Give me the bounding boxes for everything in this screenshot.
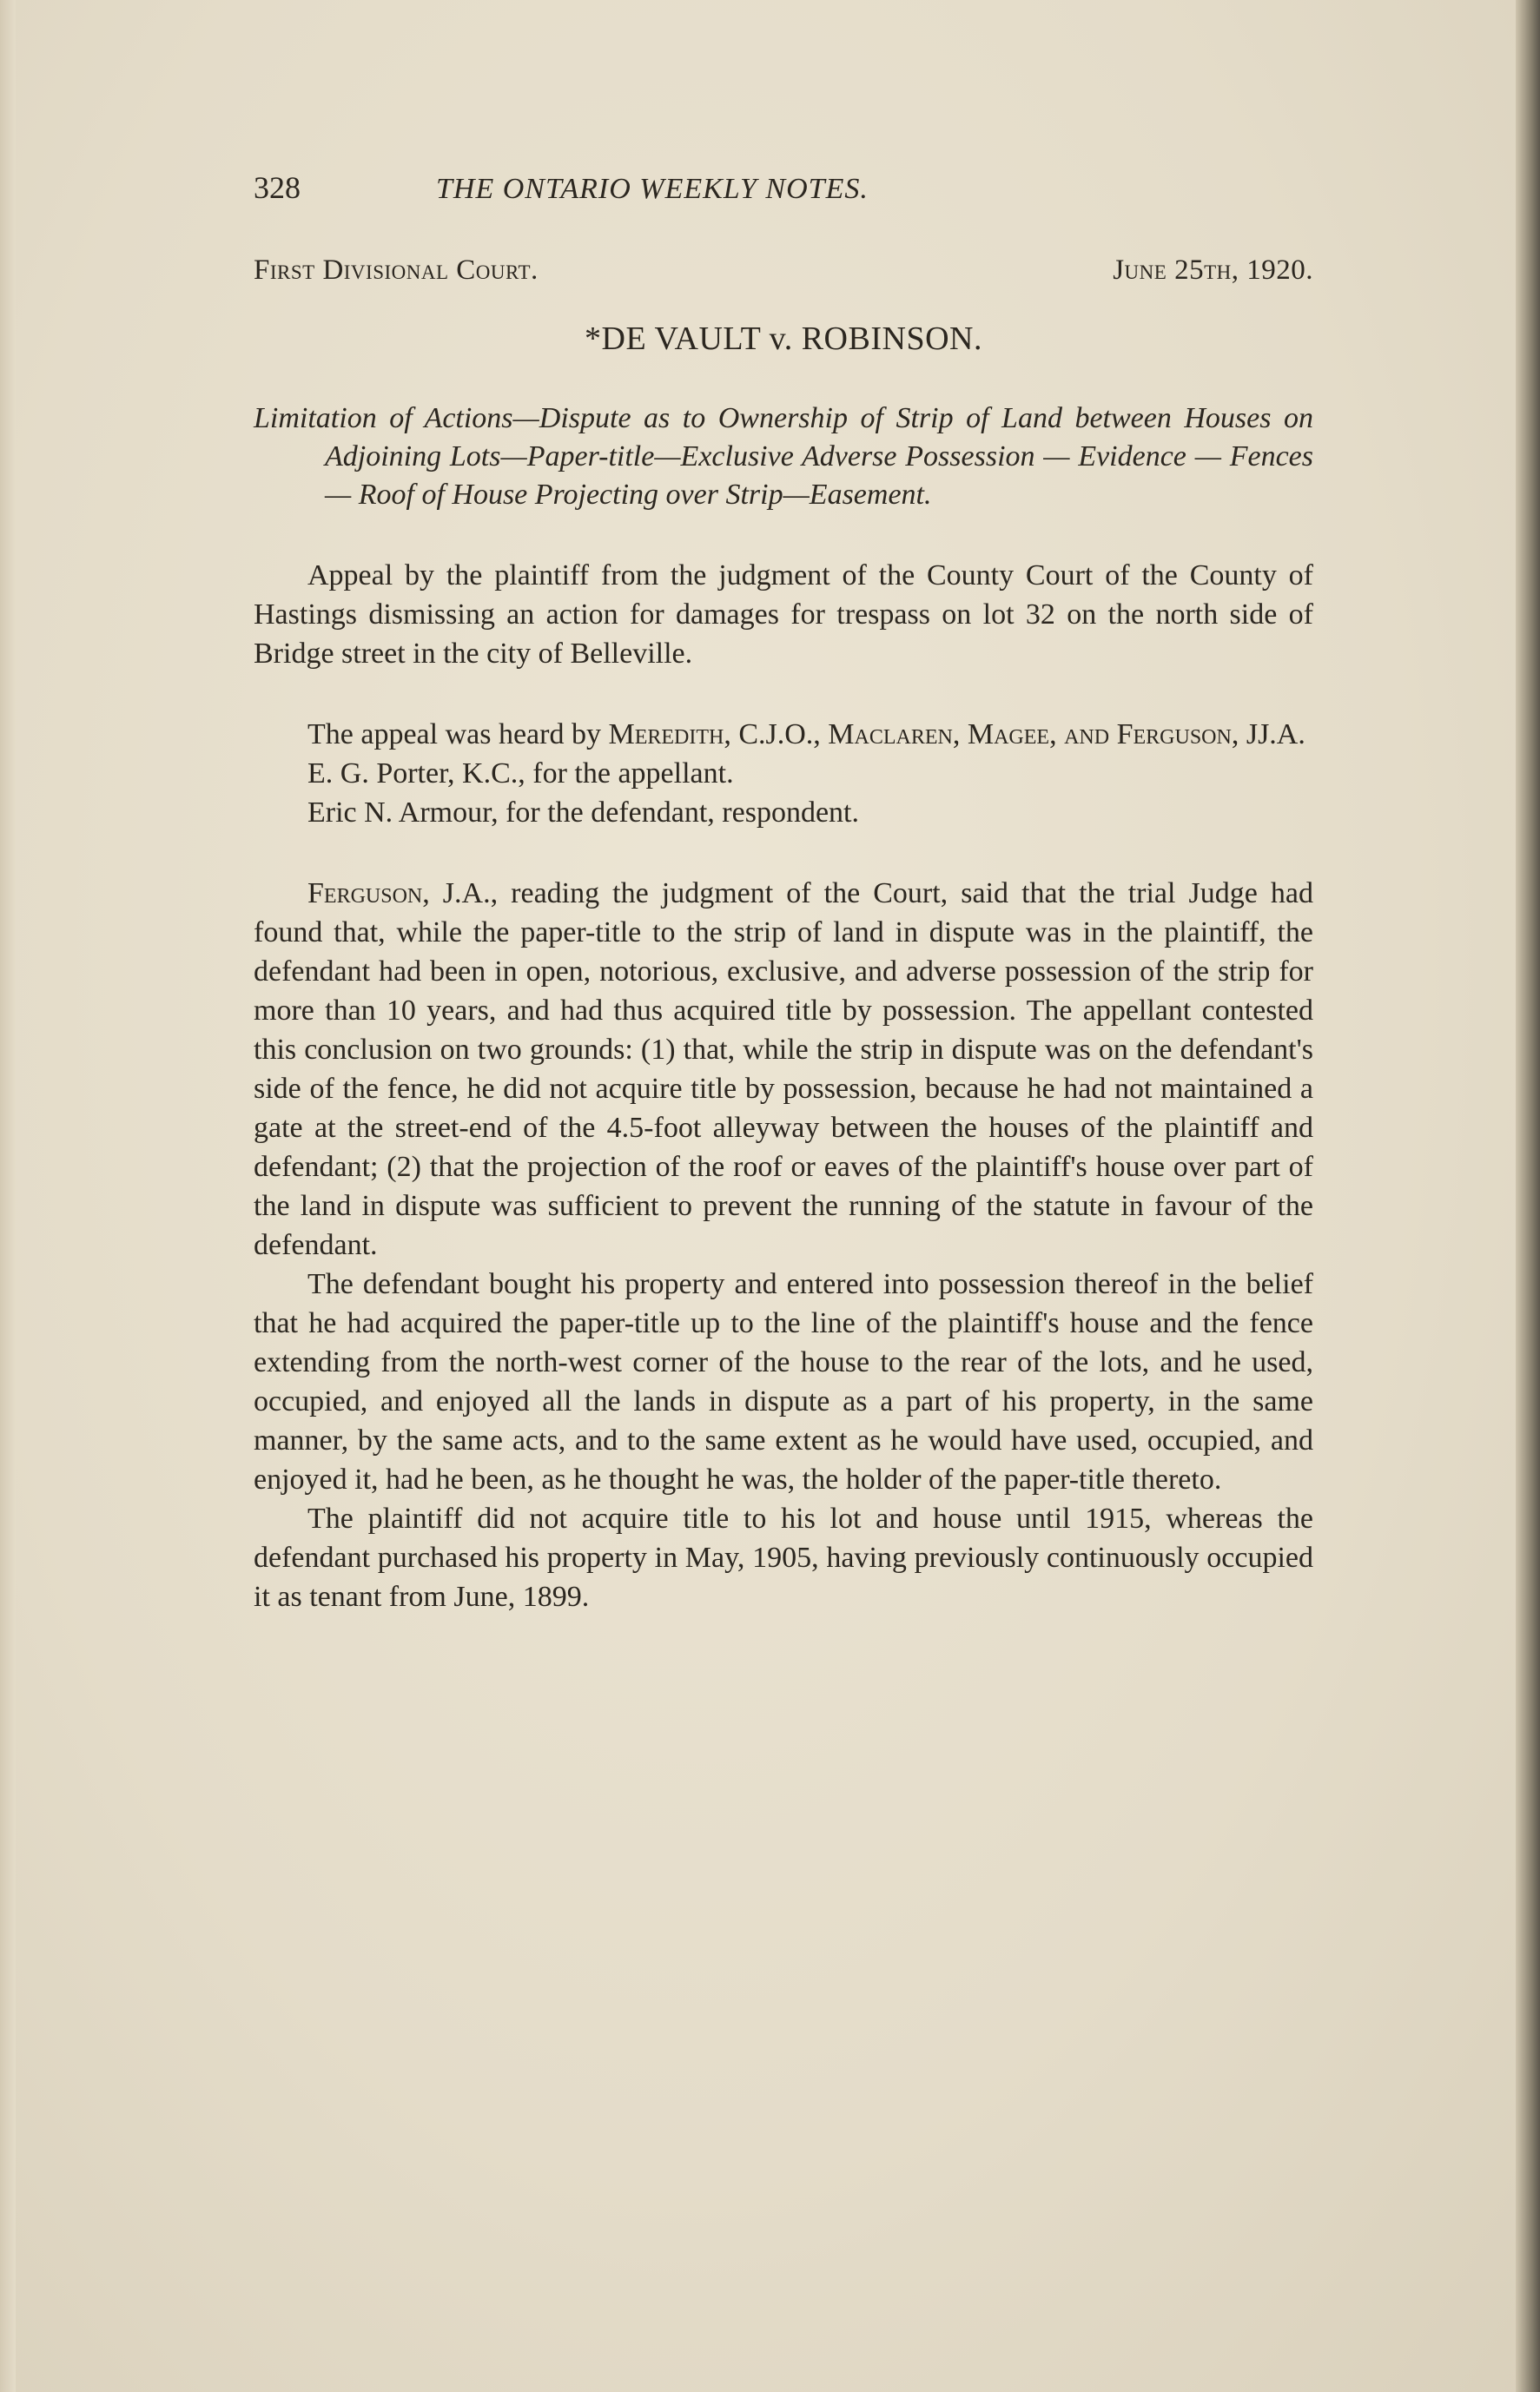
page-content: [254, 169, 1313, 1616]
court-line: [254, 254, 1313, 287]
judgment-paragraph-2: The defendant bought his property and entered into possession thereof in the belief that he had acquired the paper-title up to the line of the plaintiff's house and the fence extending from the north-west corner of the house to the rear of the lots, and he used, occupied, and enjoyed all the lands in dispute as a part of his property, in the same manner, by the same acts, and to the same extent as he would have used, occupied, and enjoyed it, had he been, as he thought he was, the holder of the paper-title thereto.: [254, 1268, 1313, 1496]
counsel-respondent: Eric N. Armour, for the defendant, respondent.: [307, 796, 859, 829]
headnote: Limitation of Actions—Dispute as to Ownership of Strip of Land between Houses on Adjoining Lots—Paper-title—Exclusive Adverse Possession — Evidence — Fences — Roof of House Projecting over Strip—Easement.: [254, 402, 1313, 511]
intro-paragraph: Appeal by the plaintiff from the judgment of the County Court of the County of Hastings dismissing an action for damages for trespass on lot 32 on the north side of Bridge street in the city of Belleville.: [254, 559, 1313, 670]
running-header: [254, 169, 1313, 230]
court-name: First Divisional Court.: [254, 254, 539, 286]
intro-block: [254, 556, 1313, 673]
case-title: *DE VAULT v. ROBINSON.: [585, 320, 982, 357]
page-number: 328: [254, 170, 301, 205]
running-title: THE ONTARIO WEEKLY NOTES.: [436, 173, 869, 205]
judgment-block: [254, 874, 1313, 1616]
judgment-paragraph-3: The plaintiff did not acquire title to his lot and house until 1915, whereas the defendant purchased his property in May, 1905, having previously continuously occupied it as tenant from June, 1899.: [254, 1503, 1313, 1613]
counsel-appellant: E. G. Porter, K.C., for the appellant.: [307, 757, 734, 790]
hearing-prefix: The appeal was heard by: [307, 718, 609, 750]
judgment-text-1: , reading the judgment of the Court, said that the trial Judge had found that, while the paper-title to the strip of land in dispute was in the plaintiff, the defendant had been in open, notorious, exclusive, and adverse possession of the strip for more than 10 years, and had thus acquired title by possession. The appellant contested this conclusion on two grounds: (1) that, while the strip in dispute was on the defendant's side of the fence, he did not acquire title by possession, because he had not maintained a gate at the street-end of the 4.5-foot alleyway between the houses of the plaintiff and defendant; (2) that the projection of the roof or eaves of the plaintiff's house over part of the land in dispute was sufficient to prevent the running of the statute in favour of the defendant.: [254, 877, 1313, 1261]
page-left-edge: [0, 0, 16, 2392]
judgment-date: June 25th, 1920.: [1113, 254, 1313, 286]
hearing-block: [254, 715, 1313, 832]
judge-name: Ferguson, J.A.: [307, 877, 491, 909]
hearing-paragraph: [254, 715, 1313, 754]
page-binding-shadow: [1516, 0, 1540, 2392]
judgment-paragraph-1: [254, 874, 1313, 1265]
hearing-judges: Meredith, C.J.O., Maclaren, Magee, and Ferguson, JJ.A.: [608, 718, 1305, 750]
